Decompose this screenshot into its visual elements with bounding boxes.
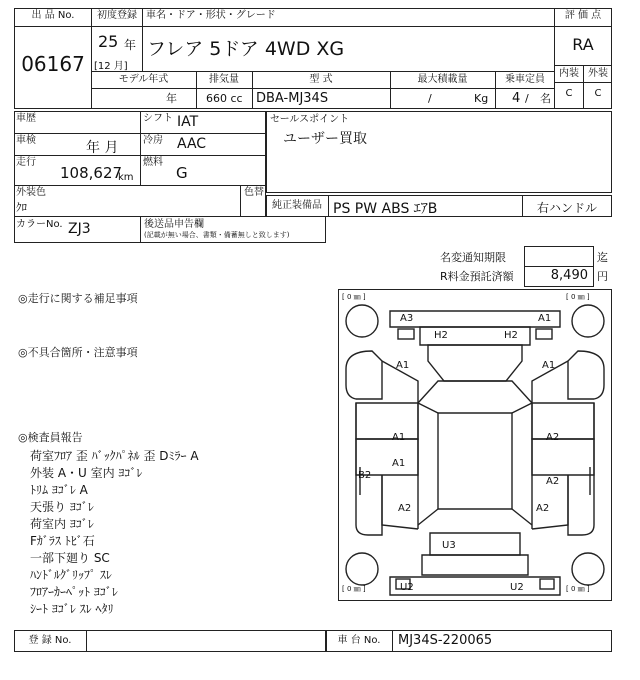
sales-point-label: セールスポイント: [270, 114, 350, 125]
first-registration-year: 25: [98, 32, 119, 51]
lot-number: 06167: [21, 52, 85, 76]
sales-point-value: ユーザー買取: [283, 131, 367, 147]
mileage-unit: km: [118, 172, 134, 183]
seats-value: 4: [512, 91, 521, 106]
car-outline: [338, 289, 612, 601]
fuel-value: G: [176, 164, 188, 182]
fuel-label: 燃料: [143, 157, 163, 168]
exterior-color-value: ｸﾛ: [16, 201, 27, 214]
damage-mark-headlight-h2-right: H2: [504, 330, 518, 341]
repaint-label: 色替: [244, 187, 264, 198]
damage-mark-quarter-right: A2: [536, 503, 550, 514]
grade-value: RA: [572, 35, 594, 54]
seats-label: 乗車定員: [505, 74, 545, 85]
steering-side: 右ハンドル: [536, 201, 597, 215]
inspector-report-line: ﾊﾝﾄﾞﾙｸﾞﾘｯﾌﾟ ｽﾚ: [30, 568, 112, 582]
inspector-report-line: ﾄﾘﾑ ﾖｺﾞﾚ A: [30, 483, 88, 497]
ac-value: AAC: [177, 136, 207, 152]
damage-mark-headlight-h2-left: H2: [434, 330, 448, 341]
recycle-fee-label: R料金預託済額: [440, 270, 514, 283]
damage-mark-quarter-left: A2: [398, 503, 412, 514]
shift-label: シフト: [143, 113, 173, 124]
displacement-value: 660 cc: [206, 92, 243, 105]
seats-unit: 名: [540, 92, 551, 105]
defects-label: ◎不具合箇所・注意事項: [18, 346, 138, 359]
inspector-report-line: ｼｰﾄ ﾖｺﾞﾚ ｽﾚ ﾍﾀﾘ: [30, 602, 114, 616]
damage-mark-back-panel-u3: U3: [442, 540, 456, 551]
inspector-report-line: 荷室ﾌﾛｱ 歪 ﾊﾞｯｸﾊﾟﾈﾙ 歪 Dﾐﾗｰ A: [30, 449, 199, 463]
registration-number-label: 登 録 No.: [28, 635, 72, 646]
later-items-note: (記載が無い場合、書類・備蓄無しと致します): [144, 231, 290, 239]
model-year-unit: 年: [166, 92, 177, 105]
interior-grade: C: [565, 88, 573, 99]
tire-tread-rear-left: [ 0 ㎜ ]: [342, 585, 366, 593]
exterior-color-box: [14, 185, 266, 217]
inspector-report-line: 外装 A・U 室内 ﾖｺﾞﾚ: [30, 466, 143, 480]
damage-mark-front-door-left: A1: [392, 432, 406, 443]
inspection-value: 年 月: [86, 140, 119, 156]
name-change-field: [524, 246, 594, 267]
damage-mark-rear-bumper-right: U2: [510, 582, 524, 593]
exterior-grade: C: [594, 88, 602, 99]
model-year-label: モデル年式: [118, 74, 169, 85]
damage-mark-front-bumper-a1: A1: [538, 313, 552, 324]
tire-tread-rear-right: [ 0 ㎜ ]: [566, 585, 590, 593]
name-change-label: 名変通知期限: [440, 251, 506, 264]
name-change-unit: 迄: [597, 251, 608, 264]
chassis-number-value: MJ34S-220065: [398, 633, 493, 648]
car-name: フレア 5ドア 4WD XG: [147, 38, 345, 60]
damage-mark-side-b2: B2: [358, 470, 372, 481]
type-label: 型 式: [309, 74, 333, 85]
shift-value: IAT: [177, 114, 199, 130]
damage-mark-front-fender-right: A1: [542, 360, 556, 371]
equipment-label: 純正装備品: [272, 200, 322, 211]
history-label: 車歴: [16, 113, 36, 124]
color-number-label: カラーNo.: [16, 219, 63, 230]
later-items-label: 後送品申告欄: [144, 219, 204, 230]
damage-mark-rear-door-left: A1: [392, 458, 406, 469]
damage-mark-front-bumper-a3: A3: [400, 313, 414, 324]
first-registration-month: [12 月]: [94, 61, 128, 72]
max-load-value: /: [428, 92, 432, 105]
mileage-label: 走行: [16, 157, 36, 168]
inspector-report-label: ◎検査員報告: [18, 431, 83, 444]
mileage-value: 108,627: [60, 164, 123, 182]
seats-separator: /: [525, 92, 529, 105]
damage-mark-front-fender-left: A1: [396, 360, 410, 371]
inspector-report-line: ﾌﾛｱｰｶｰﾍﾟｯﾄ ﾖｺﾞﾚ: [30, 585, 118, 599]
chassis-number-label: 車 台 No.: [337, 635, 381, 646]
driving-notes-label: ◎走行に関する補足事項: [18, 292, 138, 305]
damage-mark-rear-bumper-left: U2: [400, 582, 414, 593]
first-registration-year-unit: 年: [124, 38, 137, 52]
equipment-value: PS PW ABS ｴｱB: [333, 201, 438, 217]
ac-label: 冷房: [143, 135, 163, 146]
tire-tread-front-left: [ 0 ㎜ ]: [342, 293, 366, 301]
first-registration-label: 初度登録: [97, 10, 137, 21]
exterior-color-label: 外装色: [16, 187, 46, 198]
displacement-label: 排気量: [209, 74, 239, 85]
type-value: DBA-MJ34S: [256, 91, 329, 106]
recycle-fee-unit: 円: [597, 270, 608, 283]
max-load-unit: Kg: [474, 92, 489, 105]
inspector-report-line: 一部下廻り SC: [30, 551, 110, 565]
interior-grade-label: 内装: [559, 68, 579, 79]
damage-mark-front-door-right: A2: [546, 432, 560, 443]
tire-tread-front-right: [ 0 ㎜ ]: [566, 293, 590, 301]
damage-mark-rear-door-right: A2: [546, 476, 560, 487]
inspector-report-line: 天張り ﾖｺﾞﾚ: [30, 500, 94, 514]
inspector-report-line: Fｶﾞﾗｽ ﾄﾋﾞ石: [30, 534, 95, 548]
car-name-label: 車名・ドア・形状・グレード: [146, 10, 276, 21]
color-number-value: ZJ3: [68, 221, 91, 237]
inspector-report-line: 荷室内 ﾖｺﾞﾚ: [30, 517, 94, 531]
inspection-label: 車検: [16, 135, 36, 146]
max-load-label: 最大積載量: [417, 74, 468, 85]
recycle-fee-value: 8,490: [550, 268, 588, 283]
grade-label: 評 価 点: [564, 10, 602, 21]
exterior-grade-label: 外装: [588, 68, 608, 79]
lot-number-label: 出 品 No.: [31, 10, 75, 21]
